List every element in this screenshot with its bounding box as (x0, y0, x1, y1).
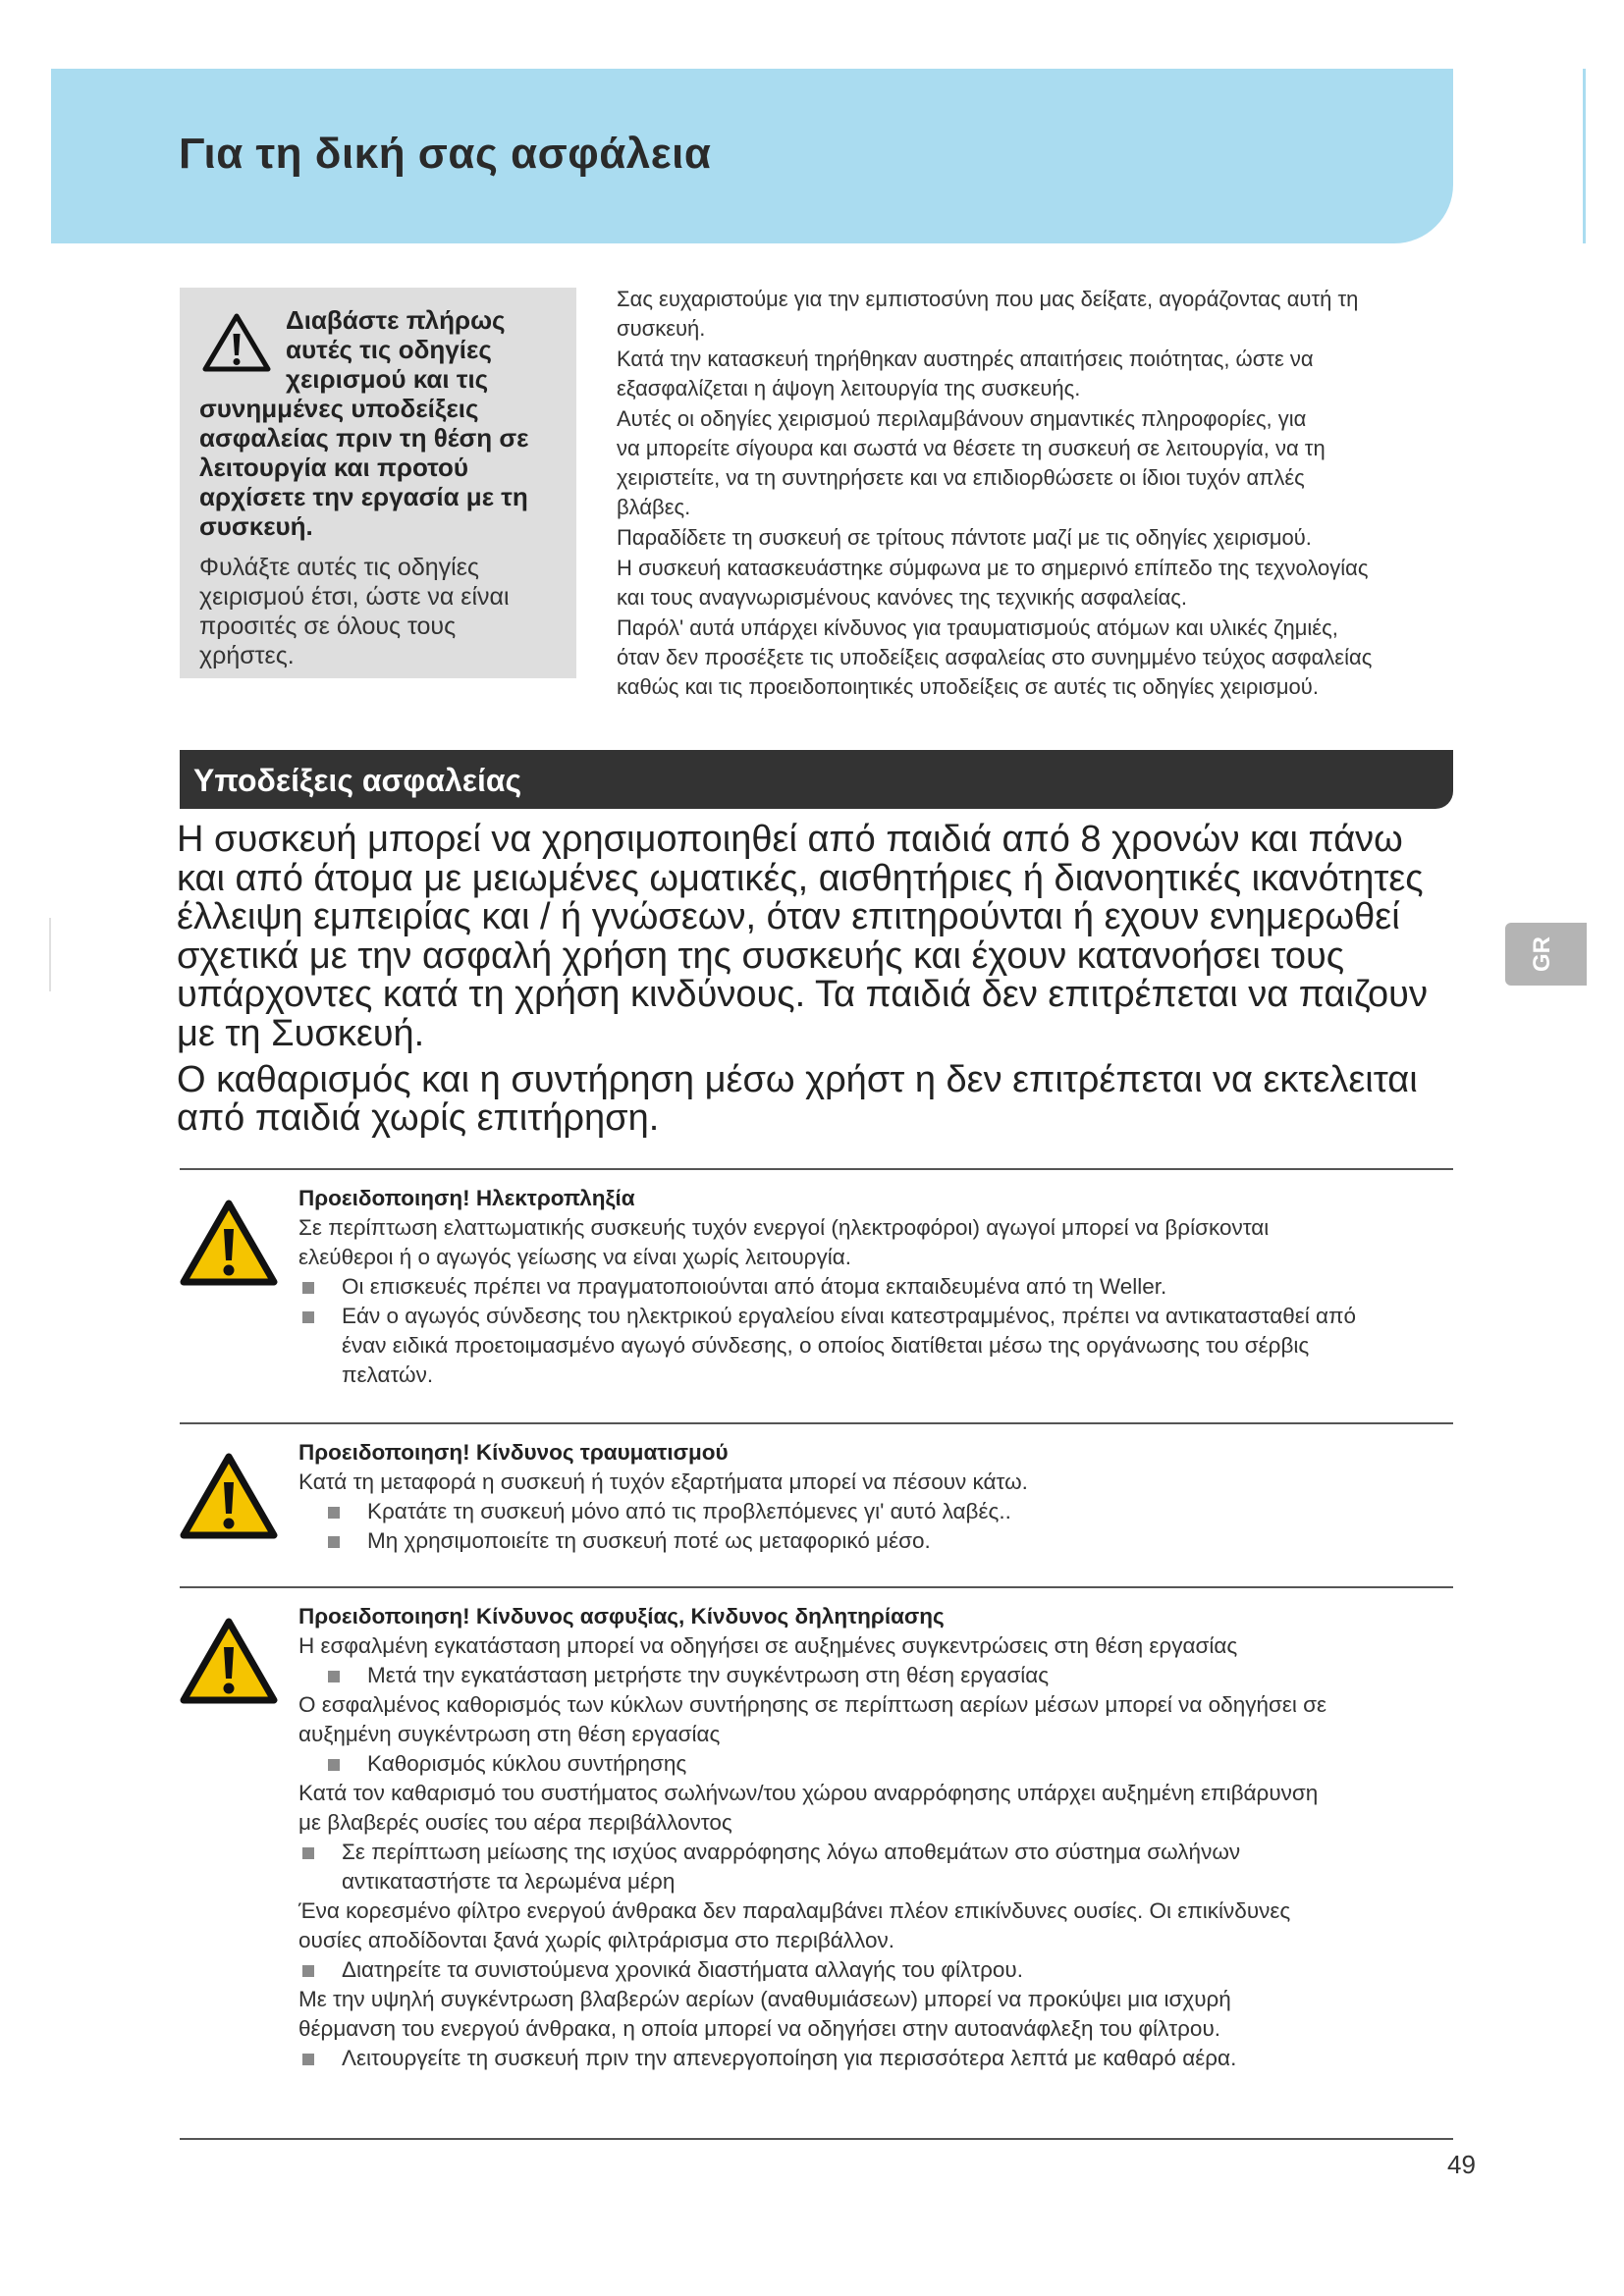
notice-small-line: χειρισμού έτσι, ώστε να είναι (199, 583, 510, 611)
bullet-item (298, 1661, 1457, 1690)
warning-line: Κρατάτε τη συσκευή μόνο από τις προβλεπόμενες γι' αυτό λαβές.. (367, 1499, 1011, 1523)
warning-paragraph (298, 1690, 1457, 1749)
intro-line: εξασφαλίζεται η άψογη λειτουργία της συσκευής. (617, 376, 1081, 400)
notice-line: συνημμένες υποδείξεις (199, 394, 479, 423)
usage-line: από παιδιά χωρίς επιτήρηση. (177, 1097, 660, 1140)
warning-line: Ο εσφαλμένος καθορισμός των κύκλων συντήρησης σε περίπτωση αερίων μέσων μπορεί να οδηγήσει σε (298, 1692, 1327, 1717)
warning-line: αυξημένη συγκέντρωση στη θέση εργασίας (298, 1722, 721, 1746)
warning-line: αντικαταστήστε τα λερωμένα μέρη (342, 1869, 676, 1894)
notice-line: αυτές τις οδηγίες (286, 335, 492, 364)
bullet-item (298, 1749, 1457, 1779)
page-title: Για τη δική σας ασφάλεια (179, 130, 712, 178)
divider (180, 2138, 1453, 2140)
warning-title: Προειδοποιηση! Κίνδυνος τραυματισμού (298, 1440, 729, 1465)
warning-title: Προειδοποιηση! Ηλεκτροπληξία (298, 1186, 635, 1210)
page-header (51, 69, 1453, 243)
intro-line: συσκευή. (617, 316, 706, 341)
notice-line: συσκευή. (199, 511, 313, 541)
warning-triangle-icon (180, 1618, 278, 1704)
intro-paragraph (617, 404, 1451, 522)
usage-line: έλλειψη εμπειρίας και / ή γνώσεων, όταν επιτηρούνται ή εχουν ενημερωθεί (177, 896, 1400, 938)
warning-paragraph (298, 1896, 1457, 1955)
read-instructions-notice (180, 288, 576, 678)
bullet-item (298, 2044, 1457, 2073)
warning-line: Διατηρείτε τα συνιστούμενα χρονικά διαστήματα αλλαγής του φίλτρου. (342, 1957, 1023, 1982)
warning-line: Καθορισμός κύκλου συντήρησης (367, 1751, 687, 1776)
notice-small-line: χρήστες. (199, 642, 295, 669)
bullet-item (298, 1272, 1457, 1302)
warning-line: Ένα κορεσμένο φίλτρο ενεργού άνθρακα δεν παραλαμβάνει πλέον επικίνδυνες ουσίες. Οι επικίνδυνες (298, 1898, 1291, 1923)
warning-line: Κατά τη μεταφορά η συσκευή ή τυχόν εξαρτήματα μπορεί να πέσουν κάτω. (298, 1469, 1028, 1494)
intro-line: όταν δεν προσέξετε τις υποδείξεις ασφαλείας στο συνημμένο τεύχος ασφαλείας (617, 645, 1373, 669)
notice-line: λειτουργία και προτού (199, 453, 469, 482)
warning-line: Σε περίπτωση ελαττωματικής συσκευής τυχόν ενεργοί (ηλεκτροφόροι) αγωγοί μπορεί να βρίσκονται (298, 1215, 1270, 1240)
usage-line: Ο καθαρισμός και η συντήρηση μέσω χρήστ η δεν επιτρέπεται να εκτελειται (177, 1058, 1418, 1100)
warning-triangle-icon (180, 1453, 278, 1539)
warning-line: έναν ειδικά προετοιμασμένο αγωγό σύνδεσης, ο οποίος διατίθεται μέσω της οργάνωσης του σέρβις (342, 1333, 1310, 1358)
usage-line: με τη Συσκευή. (177, 1012, 425, 1054)
page-number: 49 (1447, 2150, 1476, 2179)
section-heading-bar (180, 750, 1453, 809)
warning-triangle-icon (201, 312, 272, 373)
warning-paragraph (298, 1985, 1457, 2044)
warning-line: πελατών. (342, 1362, 434, 1387)
notice-line: αρχίσετε την εργασία με τη (199, 482, 528, 511)
intro-line: Παραδίδετε τη συσκευή σε τρίτους πάντοτε μαζί με τις οδηγίες χειρισμού. (617, 525, 1312, 550)
warning-paragraph (298, 1631, 1457, 1661)
warning-line: Κατά τον καθαρισμό του συστήματος σωλήνων/του χώρου αναρρόφησης υπάρχει αυξημένη επιβάρυνση (298, 1781, 1319, 1805)
intro-line: βλάβες. (617, 495, 691, 519)
warning-line: Οι επισκευές πρέπει να πραγματοποιούνται από άτομα εκπαιδευμένα από τη Weller. (342, 1274, 1167, 1299)
warning-line: Η εσφαλμένη εγκατάσταση μπορεί να οδηγήσει σε αυξημένες συγκεντρώσεις στη θέση εργασίας (298, 1633, 1238, 1658)
intro-paragraph (617, 285, 1451, 344)
usage-paragraph (177, 1058, 1473, 1140)
warning-line: Μετά την εγκατάσταση μετρήστε την συγκέντρωση στη θέση εργασίας (367, 1663, 1050, 1687)
warning-line: ελεύθεροι ή ο αγωγός γείωσης να είναι χωρίς λειτουργία. (298, 1245, 851, 1269)
language-tab (1505, 923, 1587, 986)
warning-paragraph (298, 1468, 1457, 1497)
notice-small-line: Φυλάξτε αυτές τις οδηγίες (199, 554, 479, 581)
divider (180, 1168, 1453, 1170)
warning-line: ουσίες αποδίδονται ξανά χωρίς φιλτράρισμα στο περιβάλλον. (298, 1928, 894, 1952)
warning-paragraph (298, 1213, 1457, 1272)
notice-line: Διαβάστε πλήρως (286, 305, 506, 335)
intro-line: Αυτές οι οδηγίες χειρισμού περιλαμβάνουν σημαντικές πληροφορίες, για (617, 406, 1307, 431)
intro-line: καθώς και τις προειδοποιητικές υποδείξεις σε αυτές τις οδηγίες χειρισμού. (617, 674, 1319, 699)
usage-line: Η συσκευή μπορεί να χρησιμοποιηθεί από παιδιά από 8 χρονών και πάνω (177, 819, 1403, 860)
bullet-item (298, 1955, 1457, 1985)
intro-line: και τους αναγνωρισμένους κανόνες της τεχνικής ασφαλείας. (617, 585, 1188, 610)
intro-text (617, 285, 1451, 703)
usage-line: και από άτομα με μειωμένες ωματικές, αισθητήριες ή διανοητικές ικανότητες (177, 857, 1424, 899)
intro-paragraph (617, 345, 1451, 403)
warning-line: με βλαβερές ουσίες του αέρα περιβάλλοντος (298, 1810, 732, 1835)
warning-line: θέρμανση του ενεργού άνθρακα, η οποία μπορεί να οδηγήσει στην αυτοανάφλεξη του φίλτρου. (298, 2016, 1221, 2041)
notice-line: ασφαλείας πριν τη θέση σε (199, 423, 529, 453)
warning-electric-shock (298, 1184, 1457, 1390)
intro-line: χειριστείτε, να τη συντηρήσετε και να επιδιορθώσετε οι ίδιοι τυχόν απλές (617, 465, 1305, 490)
intro-line: Η συσκευή κατασκευάστηκε σύμφωνα με το σημερινό επίπεδο της τεχνολογίας (617, 556, 1369, 580)
intro-paragraph (617, 554, 1451, 613)
warning-line: Σε περίπτωση μείωσης της ισχύος αναρρόφησης λόγω αποθεμάτων στο σύστημα σωλήνων (342, 1840, 1241, 1864)
margin-tick (49, 918, 51, 991)
intro-paragraph (617, 614, 1451, 702)
warning-suffocation-poisoning (298, 1602, 1457, 2073)
warning-injury (298, 1438, 1457, 1556)
notice-line: χειρισμού και τις (286, 364, 489, 394)
bullet-item (298, 1526, 1457, 1556)
warning-triangle-icon (180, 1200, 278, 1286)
notice-keep-text (199, 553, 557, 670)
warning-paragraph (298, 1779, 1457, 1838)
language-tab-label: GR (1529, 936, 1555, 972)
bullet-item (298, 1302, 1457, 1390)
warning-line: Λειτουργείτε τη συσκευή πριν την απενεργοποίηση για περισσότερα λεπτά με καθαρό αέρα. (342, 2046, 1237, 2070)
bullet-item (298, 1838, 1457, 1896)
intro-line: να μπορείτε σίγουρα και σωστά να θέσετε τη συσκευή σε λειτουργία, να τη (617, 436, 1326, 460)
divider (180, 1586, 1453, 1588)
divider (180, 1422, 1453, 1424)
section-title: Υποδείξεις ασφαλείας (193, 763, 522, 798)
intro-line: Παρόλ' αυτά υπάρχει κίνδυνος για τραυματισμούς ατόμων και υλικές ζημιές, (617, 615, 1338, 640)
intro-paragraph (617, 523, 1451, 553)
notice-small-line: προσιτές σε όλους τους (199, 613, 457, 640)
intro-line: Σας ευχαριστούμε για την εμπιστοσύνη που μας δείξατε, αγοράζοντας αυτή τη (617, 287, 1359, 311)
intro-line: Κατά την κατασκευή τηρήθηκαν αυστηρές απαιτήσεις ποιότητας, ώστε να (617, 347, 1314, 371)
warning-title: Προειδοποιηση! Κίνδυνος ασφυξίας, Κίνδυνος δηλητηρίασης (298, 1604, 945, 1629)
usage-line: υπάρχοντες κατά τη χρήση κινδύνους. Τα παιδιά δεν επιτρέπεται να παιζουν (177, 974, 1428, 1016)
children-usage-notice (177, 821, 1473, 1146)
warning-line: Εάν ο αγωγός σύνδεσης του ηλεκτρικού εργαλείου είναι κατεστραμμένος, πρέπει να αντικατασταθεί από (342, 1304, 1357, 1328)
header-edge-rule (1583, 69, 1586, 243)
bullet-item (298, 1497, 1457, 1526)
warning-line: Με την υψηλή συγκέντρωση βλαβερών αερίων (αναθυμιάσεων) μπορεί να προκύψει μια ισχυρή (298, 1987, 1231, 2011)
warning-line: Μη χρησιμοποιείτε τη συσκευή ποτέ ως μεταφορικό μέσο. (367, 1528, 931, 1553)
usage-paragraph (177, 821, 1473, 1054)
usage-line: σχετικά με την ασφαλή χρήση της συσκευής και έχουν κατανοήσει τους (177, 934, 1345, 977)
